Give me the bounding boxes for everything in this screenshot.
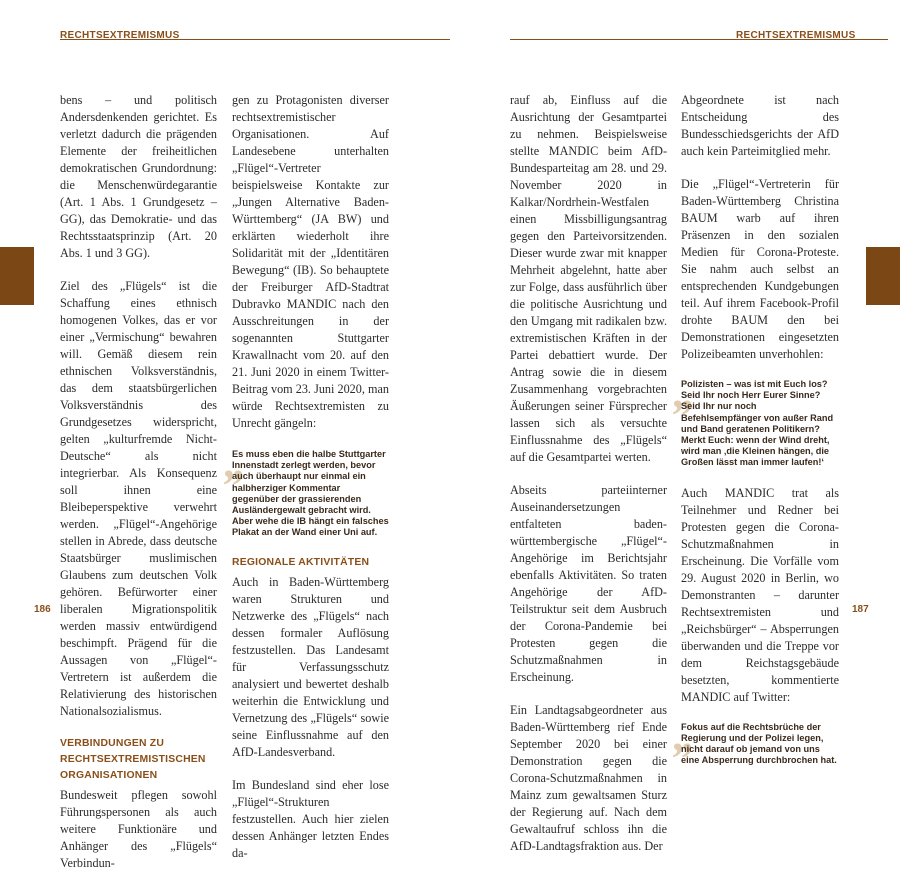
paragraph: Im Bundesland sind eher lose „Flügel“-Strukturen festzustellen. Auch hier zielen dessen Anhänger letzten Endes da- [232,777,389,860]
right-page [450,0,900,853]
column-1 [60,92,217,888]
page-number: 187 [852,604,869,615]
chapter-tab [866,247,900,305]
page-number: 186 [34,604,51,615]
pull-quote: „ Fokus auf die Rechtsbrüche der Regierung und der Polizei legen, nicht darauf ob jemand von uns eine Absperrung durchbrochen hat. [673,708,837,766]
left-page [0,0,450,870]
header-rule [510,39,888,40]
paragraph: bens – und politisch Andersdenkenden gerichtet. Es verletzt dadurch die prägenden Elemente der freiheitlichen demokratischen Grundordnung: die Menschenwürdegarantie (Art. 1 Abs. 1 Grundgesetz – GG), das Demokratie- und das Rechtsstaatsprinzip (Art. 20 Abs. 1 und 3 GG). [60,93,217,260]
paragraph: rauf ab, Einfluss auf die Ausrichtung der Gesamtpartei zu nehmen. Beispielsweise stellte MANDIC beim AfD-Bundesparteitag am 28. und 29. November 2020 in Kalkar/Nordrhein-Westfalen einen Missbilligungsantrag gegen den Parteivorsitzenden. Dieser wurde zwar mit knapper Mehrheit abgelehnt, hatte aber zur Folge, dass ausführlich über die politische Ausrichtung und den Umgang mit radikalen bzw. extremistischen Kräften in der Partei debattiert wurde. Der Antrag sowie die in diesem Zusammenhang vorgebrachten Äußerungen seiner Fürsprecher lassen sich als versuchte Einflussnahme des „Flügels“ auf die Gesamtpartei werten. [510,93,667,464]
chapter-tab [0,247,34,305]
paragraph: Abseits parteiinterner Auseinandersetzungen entfalteten baden-württembergische „Flügel“-Angehörige im Berichtsjahr ebenfalls Aktivitäten. So traten Angehörige der AfD-Teilstruktur seit dem Ausbruch der Corona-Pandemie bei Protesten gegen die Schutzmaßnahmen in Erscheinung. [510,483,667,684]
quote-mark-icon: „ [673,366,696,417]
running-header: RECHTSEXTREMISMUS [736,30,856,41]
pull-quote: „ Es muss eben die halbe Stuttgarter Innenstadt zerlegt werden, bevor auch überhaupt nur einmal ein halbherziger Kommentar gegenüber der grassierenden Ausländergewalt gebracht wird. Aber wehe die IB hängt ein falsches Plakat an der Wand einer Uni auf. [224,436,389,538]
paragraph: Auch in Baden-Württemberg waren Strukturen und Netzwerke des „Flügels“ nach dessen formaler Auflösung festzustellen. Das Landesamt für Verfassungsschutz analysiert und bewertet deshalb weiterhin die Entwicklung und Vernetzung des „Flügels“ sowie seine Einflussnahme auf den AfD-Landesverband. [232,574,389,759]
section-heading: VERBINDUNGEN ZU RECHTSEXTREMISTISCHEN ORGANISATIONEN [60,738,206,781]
column-2 [673,92,839,782]
pull-quote: „ Polizisten – was ist mit Euch los? Seid Ihr noch Herr Eurer Sinne? Seid Ihr nur noch Befehlsempfänger von außer Rand und Band geratenen Politikern? Merkt Euch: wenn der Wind dreht, wird man ‚die Kleinen hängen, die Großen lässt man immer laufen!‘ [673,366,834,468]
paragraph: Ziel des „Flügels“ ist die Schaffung eines ethnisch homogenen Volkes, das er vor einer „Vermischung“ bewahren will. Gemäß diesem rein ethnischen Volksverständnis, das dem staatsbürgerlichen Volksverständnis des Grundgesetzes widerspricht, gelten „kulturfremde Nicht-Deutsche“ als nicht integrierbar. Als Konsequenz soll ihnen eine Bleibeperspektive verwehrt werden. „Flügel“-Angehörige stellen in Abrede, dass deutsche Staatsbürger muslimischen Glaubens zum deutschen Volk gehören. Befürworter einer liberalen Migrationspolitik werden massiv entwürdigend beschimpft. Prägend für die Aussagen von „Flügel“-Vertretern ist außerdem die Relativierung des historischen Nationalsozialismus. [60,279,217,718]
running-header: RECHTSEXTREMISMUS [60,30,180,41]
paragraph: gen zu Protagonisten diverser rechtsextremistischer Organisationen. Auf Landesebene unterhalten „Flügel“-Vertreter beispielsweise Kontakte zur „Jungen Alternative Baden-Württemberg“ (JA BW) und erklärten wiederholt ihre Solidarität mit der „Identitären Bewegung“ (IB). So behauptete der Freiburger AfD-Stadtrat Dubravko MANDIC nach den Ausschreitungen in der sogenannten Stuttgarter Krawallnacht vom 20. auf den 21. Juni 2020 in einem Twitter-Beitrag vom 23. Juni 2020, man würde Rechtsextremisten zu Unrecht gängeln: [232,93,389,430]
paragraph: Bundesweit pflegen sowohl Führungspersonen als auch weitere Funktionäre und Anhänger des „Flügels“ Verbindun- [60,788,217,870]
paragraph: Die „Flügel“-Vertreterin für Baden-Württemberg Christina BAUM warb auf ihren Präsenzen in den sozialen Medien für Corona-Proteste. Sie nahm auch selbst an entsprechenden Kundgebungen teil. Auf ihrem Facebook-Profil drohte BAUM den bei Demonstrationen eingesetzten Polizeibeamten unverhohlen: [681,177,839,361]
section-heading: REGIONALE AKTIVITÄTEN [232,556,370,568]
column-1 [510,92,667,871]
quote-mark-icon: „ [224,436,247,487]
paragraph: Ein Landtagsabgeordneter aus Baden-Württemberg rief Ende September 2020 bei einer Demonstration gegen die Corona-Schutzmaßnahmen in Mainz zum gewaltsamen Sturz der Regierung auf. Nach dem Gewaltaufruf schloss ihn die AfD-Landtagsfraktion aus. Der [510,703,667,853]
header-rule [60,39,450,40]
column-2 [224,92,389,878]
paragraph: Abgeordnete ist nach Entscheidung des Bundesschiedsgerichts der AfD auch kein Parteimitglied mehr. [681,93,839,158]
paragraph: Auch MANDIC trat als Teilnehmer und Redner bei Protesten gegen die Corona-Schutzmaßnahmen in Erscheinung. Die Vorfälle vom 29. August 2020 in Berlin, wo Demonstranten – darunter Rechtsextremisten und „Reichsbürger“ – Absperrungen überwanden und die Treppe vor dem Reichstagsgebäude besetzten, kommentierte MANDIC auf Twitter: [681,485,839,704]
quote-mark-icon: „ [673,708,696,760]
